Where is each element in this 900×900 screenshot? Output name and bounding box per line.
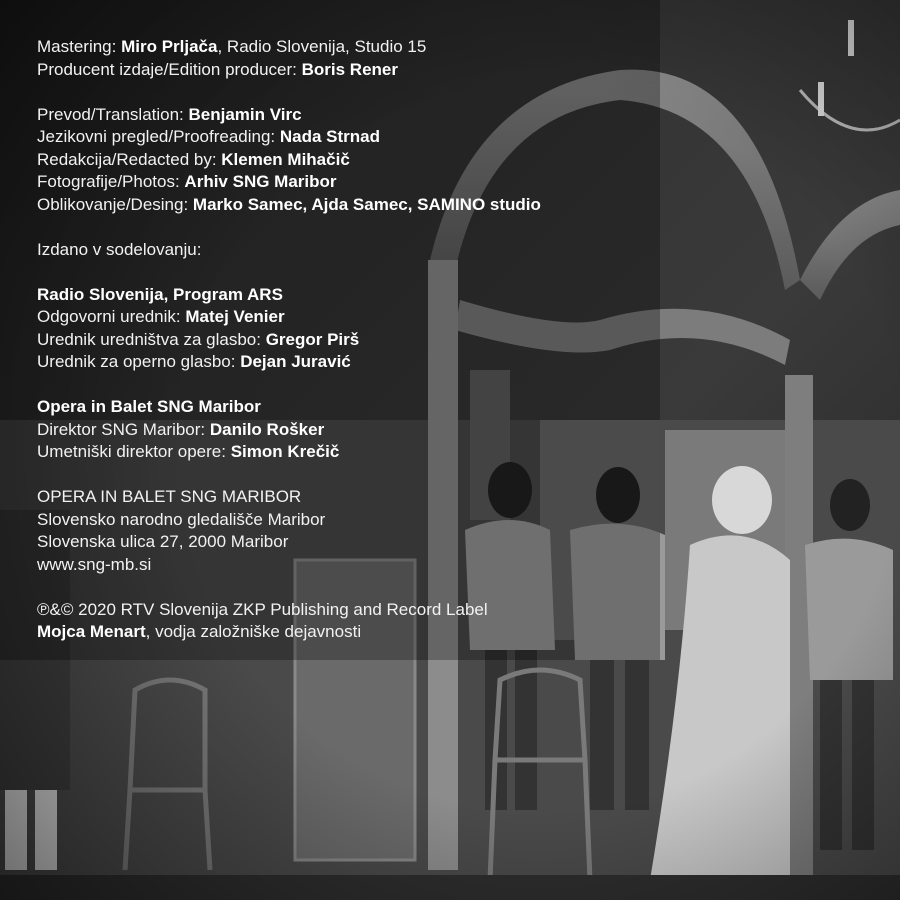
- credit-label: Fotografije/Photos:: [37, 172, 185, 191]
- credit-name: Boris Rener: [301, 59, 398, 79]
- credit-rest: , vodja založniške dejavnosti: [145, 622, 362, 641]
- credit-name: Simon Krečič: [230, 442, 340, 461]
- credit-line: [37, 486, 677, 509]
- credit-name: Marko Samec, Ajda Samec, SAMINO studio: [192, 194, 541, 214]
- credit-label: Oblikovanje/Desing:: [37, 194, 193, 214]
- credit-label: Umetniški direktor opere:: [37, 442, 231, 461]
- credit-label: Urednik za operno glasbo:: [37, 352, 241, 371]
- credit-label: Direktor SNG Maribor:: [37, 419, 210, 439]
- credit-name: Miro Prljača: [121, 37, 218, 56]
- credit-name: Benjamin Virc: [188, 104, 302, 124]
- credit-name: Gregor Pirš: [265, 329, 360, 349]
- credit-label: Slovensko narodno gledališče Maribor: [37, 509, 326, 529]
- credit-label: Izdano v sodelovanju:: [37, 239, 202, 259]
- credit-line: [37, 194, 677, 217]
- credit-line: [37, 441, 677, 464]
- credit-line: [37, 59, 677, 82]
- block-spacer: [37, 374, 677, 397]
- credit-label[interactable]: www.sng-mb.si: [37, 554, 152, 574]
- credit-line: [37, 419, 677, 442]
- block-spacer: [37, 464, 677, 487]
- credit-line: [37, 329, 677, 352]
- credit-line: [37, 509, 677, 532]
- credit-line: [37, 36, 677, 59]
- credits-text: [37, 36, 677, 644]
- credit-name: Matej Venier: [185, 307, 285, 326]
- credit-line: [37, 396, 677, 419]
- credit-name: Klemen Mihačič: [221, 149, 350, 169]
- credit-line: [37, 599, 677, 622]
- credit-rest: , Radio Slovenija, Studio 15: [217, 37, 427, 56]
- credit-label: Slovenska ulica 27, 2000 Maribor: [37, 532, 289, 551]
- credit-label: Redakcija/Redacted by:: [37, 149, 222, 169]
- credit-line: [37, 239, 677, 262]
- credit-name: Mojca Menart: [37, 622, 146, 641]
- credit-line: [37, 171, 677, 194]
- credit-name: Danilo Rošker: [209, 419, 325, 439]
- credit-label: Jezikovni pregled/Proofreading:: [37, 127, 280, 146]
- block-spacer: [37, 261, 677, 284]
- credit-name: Dejan Juravić: [240, 352, 351, 371]
- credit-line: [37, 621, 677, 644]
- credit-name: Opera in Balet SNG Maribor: [37, 397, 261, 416]
- credit-name: Arhiv SNG Maribor: [184, 172, 337, 191]
- credit-line: [37, 531, 677, 554]
- credit-label: Producent izdaje/Edition producer:: [37, 59, 302, 79]
- credit-line: [37, 149, 677, 172]
- credit-label: Prevod/Translation:: [37, 104, 189, 124]
- credit-line: [37, 306, 677, 329]
- credit-line: [37, 126, 677, 149]
- credit-name: Nada Strnad: [279, 127, 381, 146]
- block-spacer: [37, 216, 677, 239]
- credit-label: OPERA IN BALET SNG MARIBOR: [37, 487, 302, 506]
- credit-label: ℗&© 2020 RTV Slovenija ZKP Publishing and Record Label: [37, 599, 488, 619]
- credit-line: [37, 351, 677, 374]
- credit-label: Urednik uredništva za glasbo:: [37, 329, 266, 349]
- credit-label: Odgovorni urednik:: [37, 307, 186, 326]
- block-spacer: [37, 81, 677, 104]
- credit-line: [37, 104, 677, 127]
- credit-line: [37, 554, 677, 577]
- block-spacer: [37, 576, 677, 599]
- credit-line: [37, 284, 677, 307]
- credit-label: Mastering:: [37, 37, 122, 56]
- credit-name: Radio Slovenija, Program ARS: [37, 284, 283, 304]
